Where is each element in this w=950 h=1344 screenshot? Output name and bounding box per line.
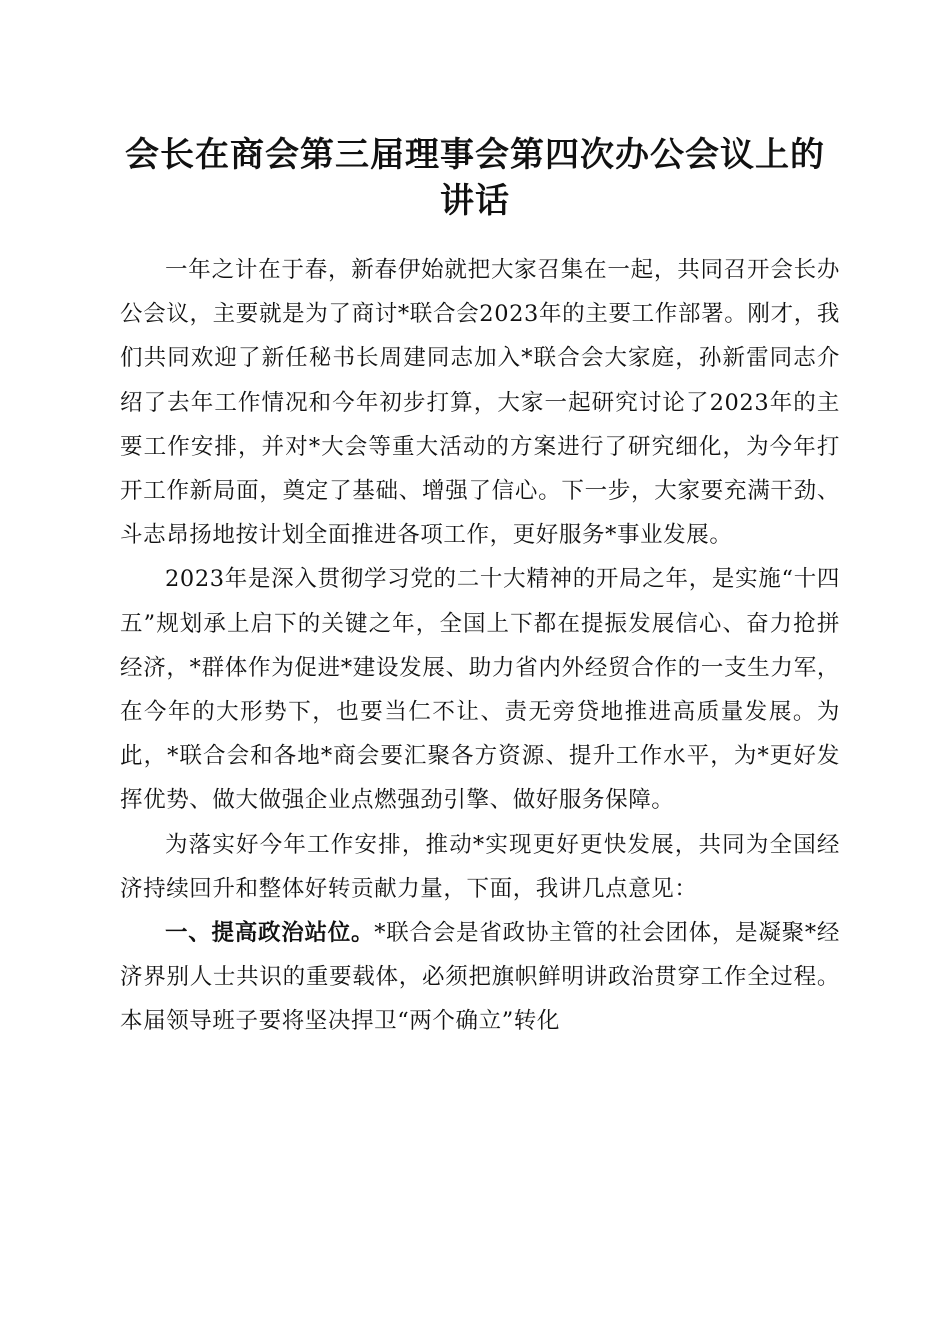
title-line-2: 讲话 [440, 181, 510, 221]
paragraph-text: 一年之计在于春，新春伊始就把大家召集在一起，共同召开会长办公会议，主要就是为了商讨*联合会2023年的主要工作部署。刚才，我们共同欢迎了新任秘书长周建同志加入*联合会大家庭，孙新雷同志介绍了去年工作情况和今年初步打算，大家一起研究讨论了2023年的主要工作安排，并对*大会等重大活动的方案进行了研究细化，为今年打开工作新局面，奠定了基础、增强了信心。下一步，大家要充满干劲、斗志昂扬地按计划全面推进各项工作，更好服务*事业发展。 [120, 257, 840, 549]
document-body [120, 248, 840, 1044]
paragraph-text: *联合会是省政协主管的社会团体，是凝聚*经济界别人士共识的重要载体，必须把旗帜鲜明讲政治贯穿工作全过程。本届领导班子要将坚决捍卫“两个确立”转化 [120, 920, 840, 1035]
paragraph-1 [120, 248, 840, 557]
paragraph-text: 为落实好今年工作安排，推动*实现更好更快发展，共同为全国经济持续回升和整体好转贡献力量，下面，我讲几点意见： [120, 831, 840, 902]
section-heading: 一、提高政治站位。 [165, 920, 375, 947]
paragraph-2 [120, 557, 840, 822]
title-line-1: 会长在商会第三届理事会第四次办公会议上的 [125, 135, 825, 175]
paragraph-4 [120, 911, 840, 1044]
paragraph-3 [120, 823, 840, 911]
document-title [100, 132, 850, 224]
paragraph-text: 2023年是深入贯彻学习党的二十大精神的开局之年，是实施“十四五”规划承上启下的关键之年，全国上下都在提振发展信心、奋力抢拼经济，*群体作为促进*建设发展、助力省内外经贸合作的一支生力军，在今年的大形势下，也要当仁不让、责无旁贷地推进高质量发展。为此，*联合会和各地*商会要汇聚各方资源、提升工作水平，为*更好发挥优势、做大做强企业点燃强劲引擎、做好服务保障。 [120, 566, 840, 814]
